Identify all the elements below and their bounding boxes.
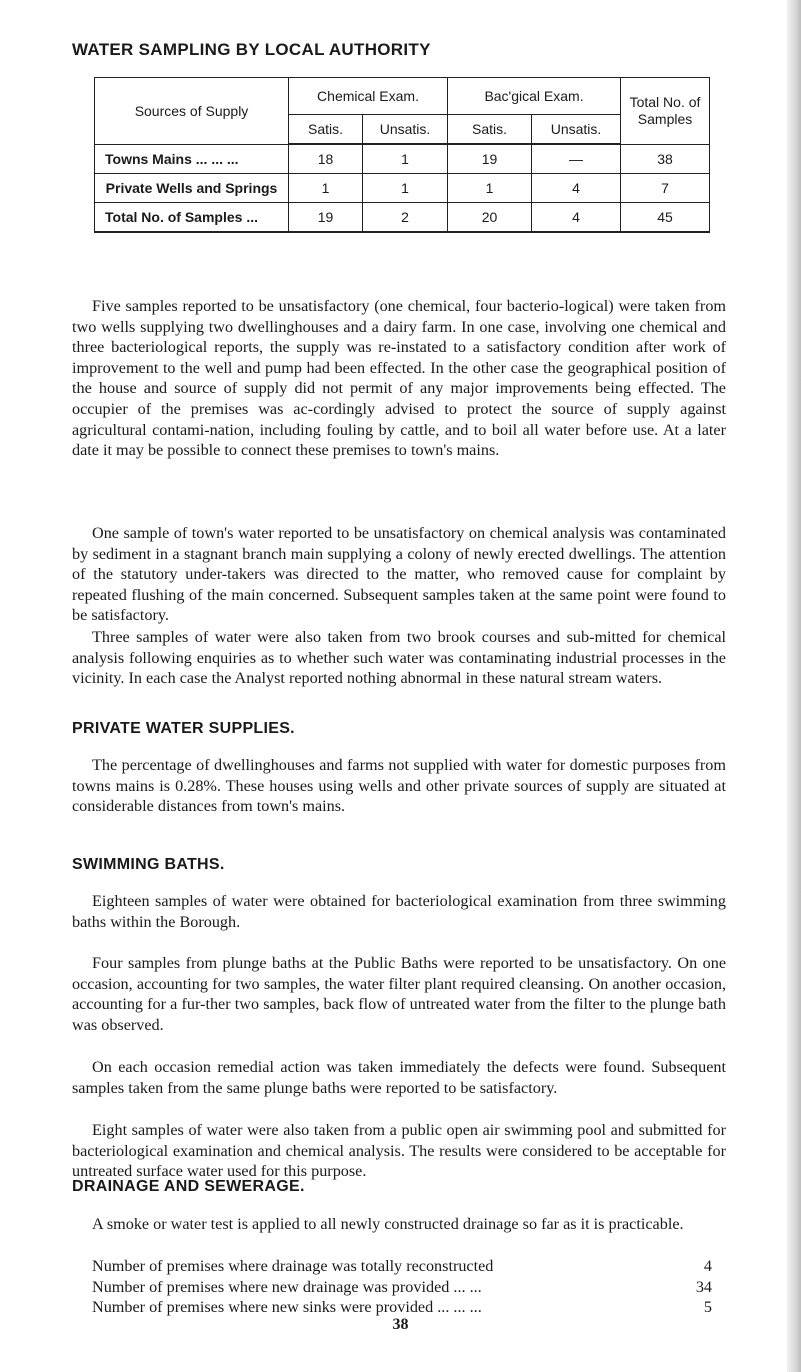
paragraph-swim-samples: Eighteen samples of water were obtained for bacteriological examination from three swimming baths within the Borough. bbox=[72, 892, 726, 931]
header-bacterial: Bac'gical Exam. bbox=[448, 78, 621, 115]
header-bac-unsatis: Unsatis. bbox=[532, 115, 621, 145]
cell-bac-unsatis: 4 bbox=[532, 174, 621, 203]
header-sources: Sources of Supply bbox=[95, 78, 289, 145]
page-title: WATER SAMPLING BY LOCAL AUTHORITY bbox=[72, 40, 431, 59]
cell-chem-unsatis: 1 bbox=[363, 144, 448, 174]
row-source: Private Wells and Springs bbox=[95, 174, 289, 203]
header-chemical: Chemical Exam. bbox=[289, 78, 448, 115]
heading-private-water: PRIVATE WATER SUPPLIES. bbox=[72, 720, 295, 737]
list-item-value: 5 bbox=[703, 1298, 712, 1317]
row-source: Total No. of Samples ... bbox=[95, 203, 289, 233]
paragraph-brook-courses: Three samples of water were also taken from two brook courses and sub-mitted for chemical analysis following enquiries as to whether such water was contaminating industrial processes in the vicinity. In each case the Analyst reported nothing abnormal in these natural stream waters. bbox=[72, 628, 726, 688]
cell-total: 38 bbox=[621, 144, 710, 174]
table-row bbox=[95, 203, 710, 233]
cell-chem-unsatis: 1 bbox=[363, 174, 448, 203]
list-item bbox=[92, 1277, 712, 1298]
row-source: Towns Mains ... ... ... bbox=[95, 144, 289, 174]
header-total: Total No. of Samples bbox=[621, 78, 710, 145]
cell-chem-satis: 1 bbox=[289, 174, 363, 203]
heading-swimming-baths: SWIMMING BATHS. bbox=[72, 856, 225, 873]
paragraph-private-supplies: The percentage of dwellinghouses and farms not supplied with water for domestic purposes from towns mains is 0.28%. These houses using wells and other private sources of supply are situated at considerable distances from town's mains. bbox=[72, 756, 726, 816]
cell-bac-satis: 1 bbox=[448, 174, 532, 203]
list-item bbox=[92, 1256, 712, 1277]
header-bac-satis: Satis. bbox=[448, 115, 532, 145]
list-item-value: 34 bbox=[695, 1277, 712, 1296]
cell-chem-unsatis: 2 bbox=[363, 203, 448, 233]
samples-table bbox=[94, 77, 710, 233]
cell-total: 45 bbox=[621, 203, 710, 233]
heading-drainage: DRAINAGE AND SEWERAGE. bbox=[72, 1178, 305, 1195]
cell-bac-unsatis: — bbox=[532, 144, 621, 174]
cell-total: 7 bbox=[621, 174, 710, 203]
page-number: 38 bbox=[392, 1316, 409, 1333]
paragraph-plunge-baths: Four samples from plunge baths at the Public Baths were reported to be unsatisfactory. On one occasion, accounting for two samples, the water filter plant required cleansing. On another occasion, accounting for a fur-ther two samples, back flow of untreated water from the filter to the plunge bath was observed. bbox=[72, 954, 726, 1034]
list-item-label: Number of premises where drainage was totally reconstructed bbox=[92, 1257, 494, 1275]
paragraph-drainage-test: A smoke or water test is applied to all newly constructed drainage so far as it is practicable. bbox=[92, 1215, 684, 1233]
paragraph-town-water: One sample of town's water reported to be unsatisfactory on chemical analysis was contaminated by sediment in a stagnant branch main supplying a colony of newly erected dwellings. The attention of the statutory under-takers was directed to the matter, who removed cause for complaint by repeated flushing of the main concerned. Subsequent samples taken at the same point were found to be satisfactory. bbox=[72, 524, 726, 625]
list-item bbox=[92, 1297, 712, 1318]
table-row bbox=[95, 174, 710, 203]
table-row bbox=[95, 144, 710, 174]
list-item-label: Number of premises where new drainage was provided ... ... bbox=[92, 1277, 482, 1296]
paragraph-unsatisfactory-wells: Five samples reported to be unsatisfactory (one chemical, four bacterio-logical) were taken from two wells supplying two dwellinghouses and a dairy farm. In one case, involving one chemical and three bacteriological reports, the supply was re-instated to a satisfactory condition after work of improvement to the well and pump had been effected. In the other case the geographical position of the house and source of supply did not permit of any major improvements being effected. The occupier of the premises was ac-cordingly advised to protect the source of supply against agricultural contami-nation, including fouling by cattle, and to boil all water before use. At a later date it may be possible to connect these premises to town's mains. bbox=[72, 297, 726, 460]
list-item-label: Number of premises where new sinks were provided ... ... ... bbox=[92, 1298, 482, 1317]
page-edge-shadow bbox=[787, 0, 801, 1372]
cell-bac-satis: 19 bbox=[448, 144, 532, 174]
cell-chem-satis: 18 bbox=[289, 144, 363, 174]
drainage-list bbox=[92, 1256, 712, 1318]
cell-bac-satis: 20 bbox=[448, 203, 532, 233]
cell-bac-unsatis: 4 bbox=[532, 203, 621, 233]
paragraph-remedial-action: On each occasion remedial action was taken immediately the defects were found. Subsequent samples taken from the same plunge baths were reported to be satisfactory. bbox=[72, 1058, 726, 1097]
paragraph-open-air-pool: Eight samples of water were also taken from a public open air swimming pool and submitted for bacteriological examination and chemical analysis. The results were considered to be acceptable for untreated surface water used for this purpose. bbox=[72, 1121, 726, 1181]
list-item-value: 4 bbox=[703, 1257, 712, 1275]
header-chem-unsatis: Unsatis. bbox=[363, 115, 448, 145]
cell-chem-satis: 19 bbox=[289, 203, 363, 233]
header-chem-satis: Satis. bbox=[289, 115, 363, 145]
